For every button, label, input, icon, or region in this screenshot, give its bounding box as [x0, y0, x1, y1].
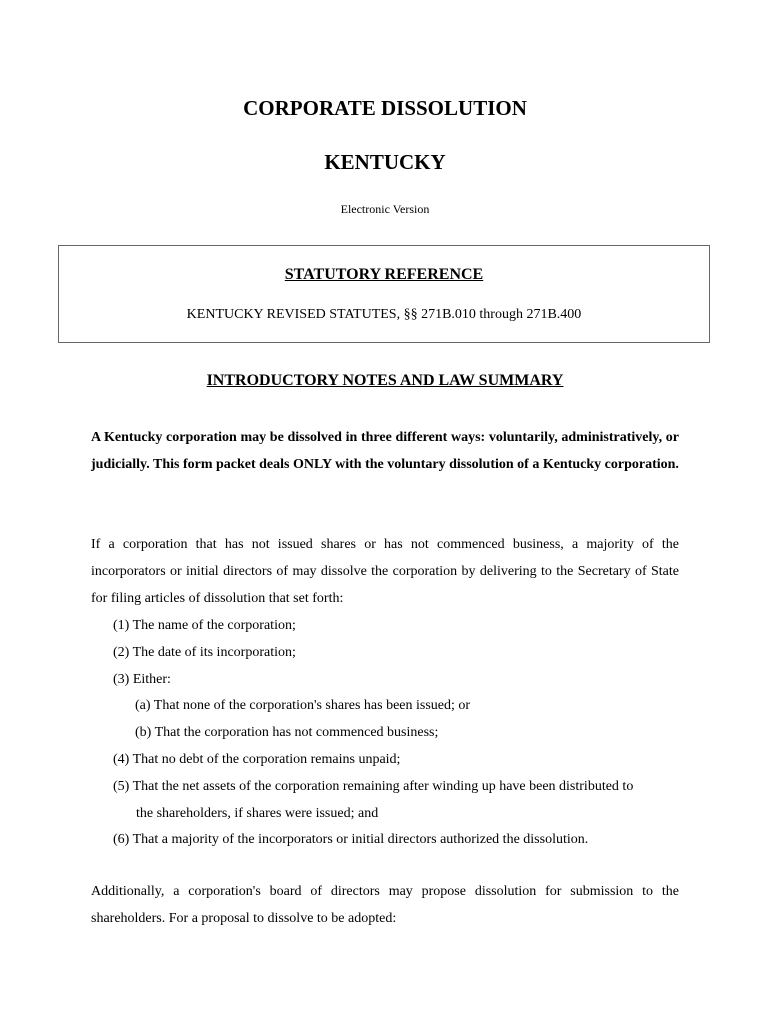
list-text: That the net assets of the corporation remaining after winding up have been distributed to [132, 779, 634, 794]
statutory-reference-heading: STATUTORY REFERENCE [284, 266, 484, 283]
list-text: That none of the corporation's shares has been issued; or [153, 698, 471, 713]
list-text: The name of the corporation; [132, 618, 296, 633]
list-item [113, 773, 633, 800]
list-text: That a majority of the incorporators or initial directors authorized the dissolution. [132, 832, 589, 847]
state-title: KENTUCKY [324, 150, 446, 174]
list-number: (2) [113, 645, 130, 660]
list-item [113, 826, 588, 853]
list-number: (3) [113, 672, 130, 687]
list-number: (b) [135, 725, 152, 740]
list-number: (6) [113, 832, 130, 847]
list-item-continuation [136, 800, 378, 827]
list-number: (a) [135, 698, 151, 713]
intro-paragraph: A Kentucky corporation may be dissolved in three different ways: voluntarily, administratively, or judicially. This form packet deals ONLY with the voluntary dissolution of a Kentucky corporation. [91, 430, 679, 472]
section-heading: INTRODUCTORY NOTES AND LAW SUMMARY [206, 372, 564, 389]
list-item [113, 612, 296, 639]
paragraph-articles: If a corporation that has not issued shares or has not commenced business, a majority of the incorporators or initial directors of may dissolve the corporation by delivering to the Secretary of State for filing articles of dissolution that set forth: [91, 537, 679, 606]
list-text: That no debt of the corporation remains unpaid; [132, 752, 401, 767]
list-subitem [135, 719, 438, 746]
paragraph-board-proposal: Additionally, a corporation's board of directors may propose dissolution for submission to the shareholders. For a proposal to dissolve to be adopted: [91, 884, 679, 926]
list-number: (4) [113, 752, 130, 767]
list-number: (1) [113, 618, 130, 633]
list-text: That the corporation has not commenced business; [154, 725, 439, 740]
list-number: (5) [113, 779, 130, 794]
statutory-reference-box [58, 245, 710, 343]
list-text: The date of its incorporation; [132, 645, 296, 660]
statutory-reference-text: KENTUCKY REVISED STATUTES, §§ 271B.010 through 271B.400 [186, 307, 582, 322]
list-subitem [135, 692, 470, 719]
document-title: CORPORATE DISSOLUTION [243, 96, 527, 120]
list-text: Either: [132, 672, 171, 687]
list-item [113, 639, 296, 666]
list-item [113, 666, 171, 693]
version-subtitle: Electronic Version [340, 202, 430, 216]
list-item [113, 746, 400, 773]
list-text: the shareholders, if shares were issued; and [136, 806, 379, 821]
